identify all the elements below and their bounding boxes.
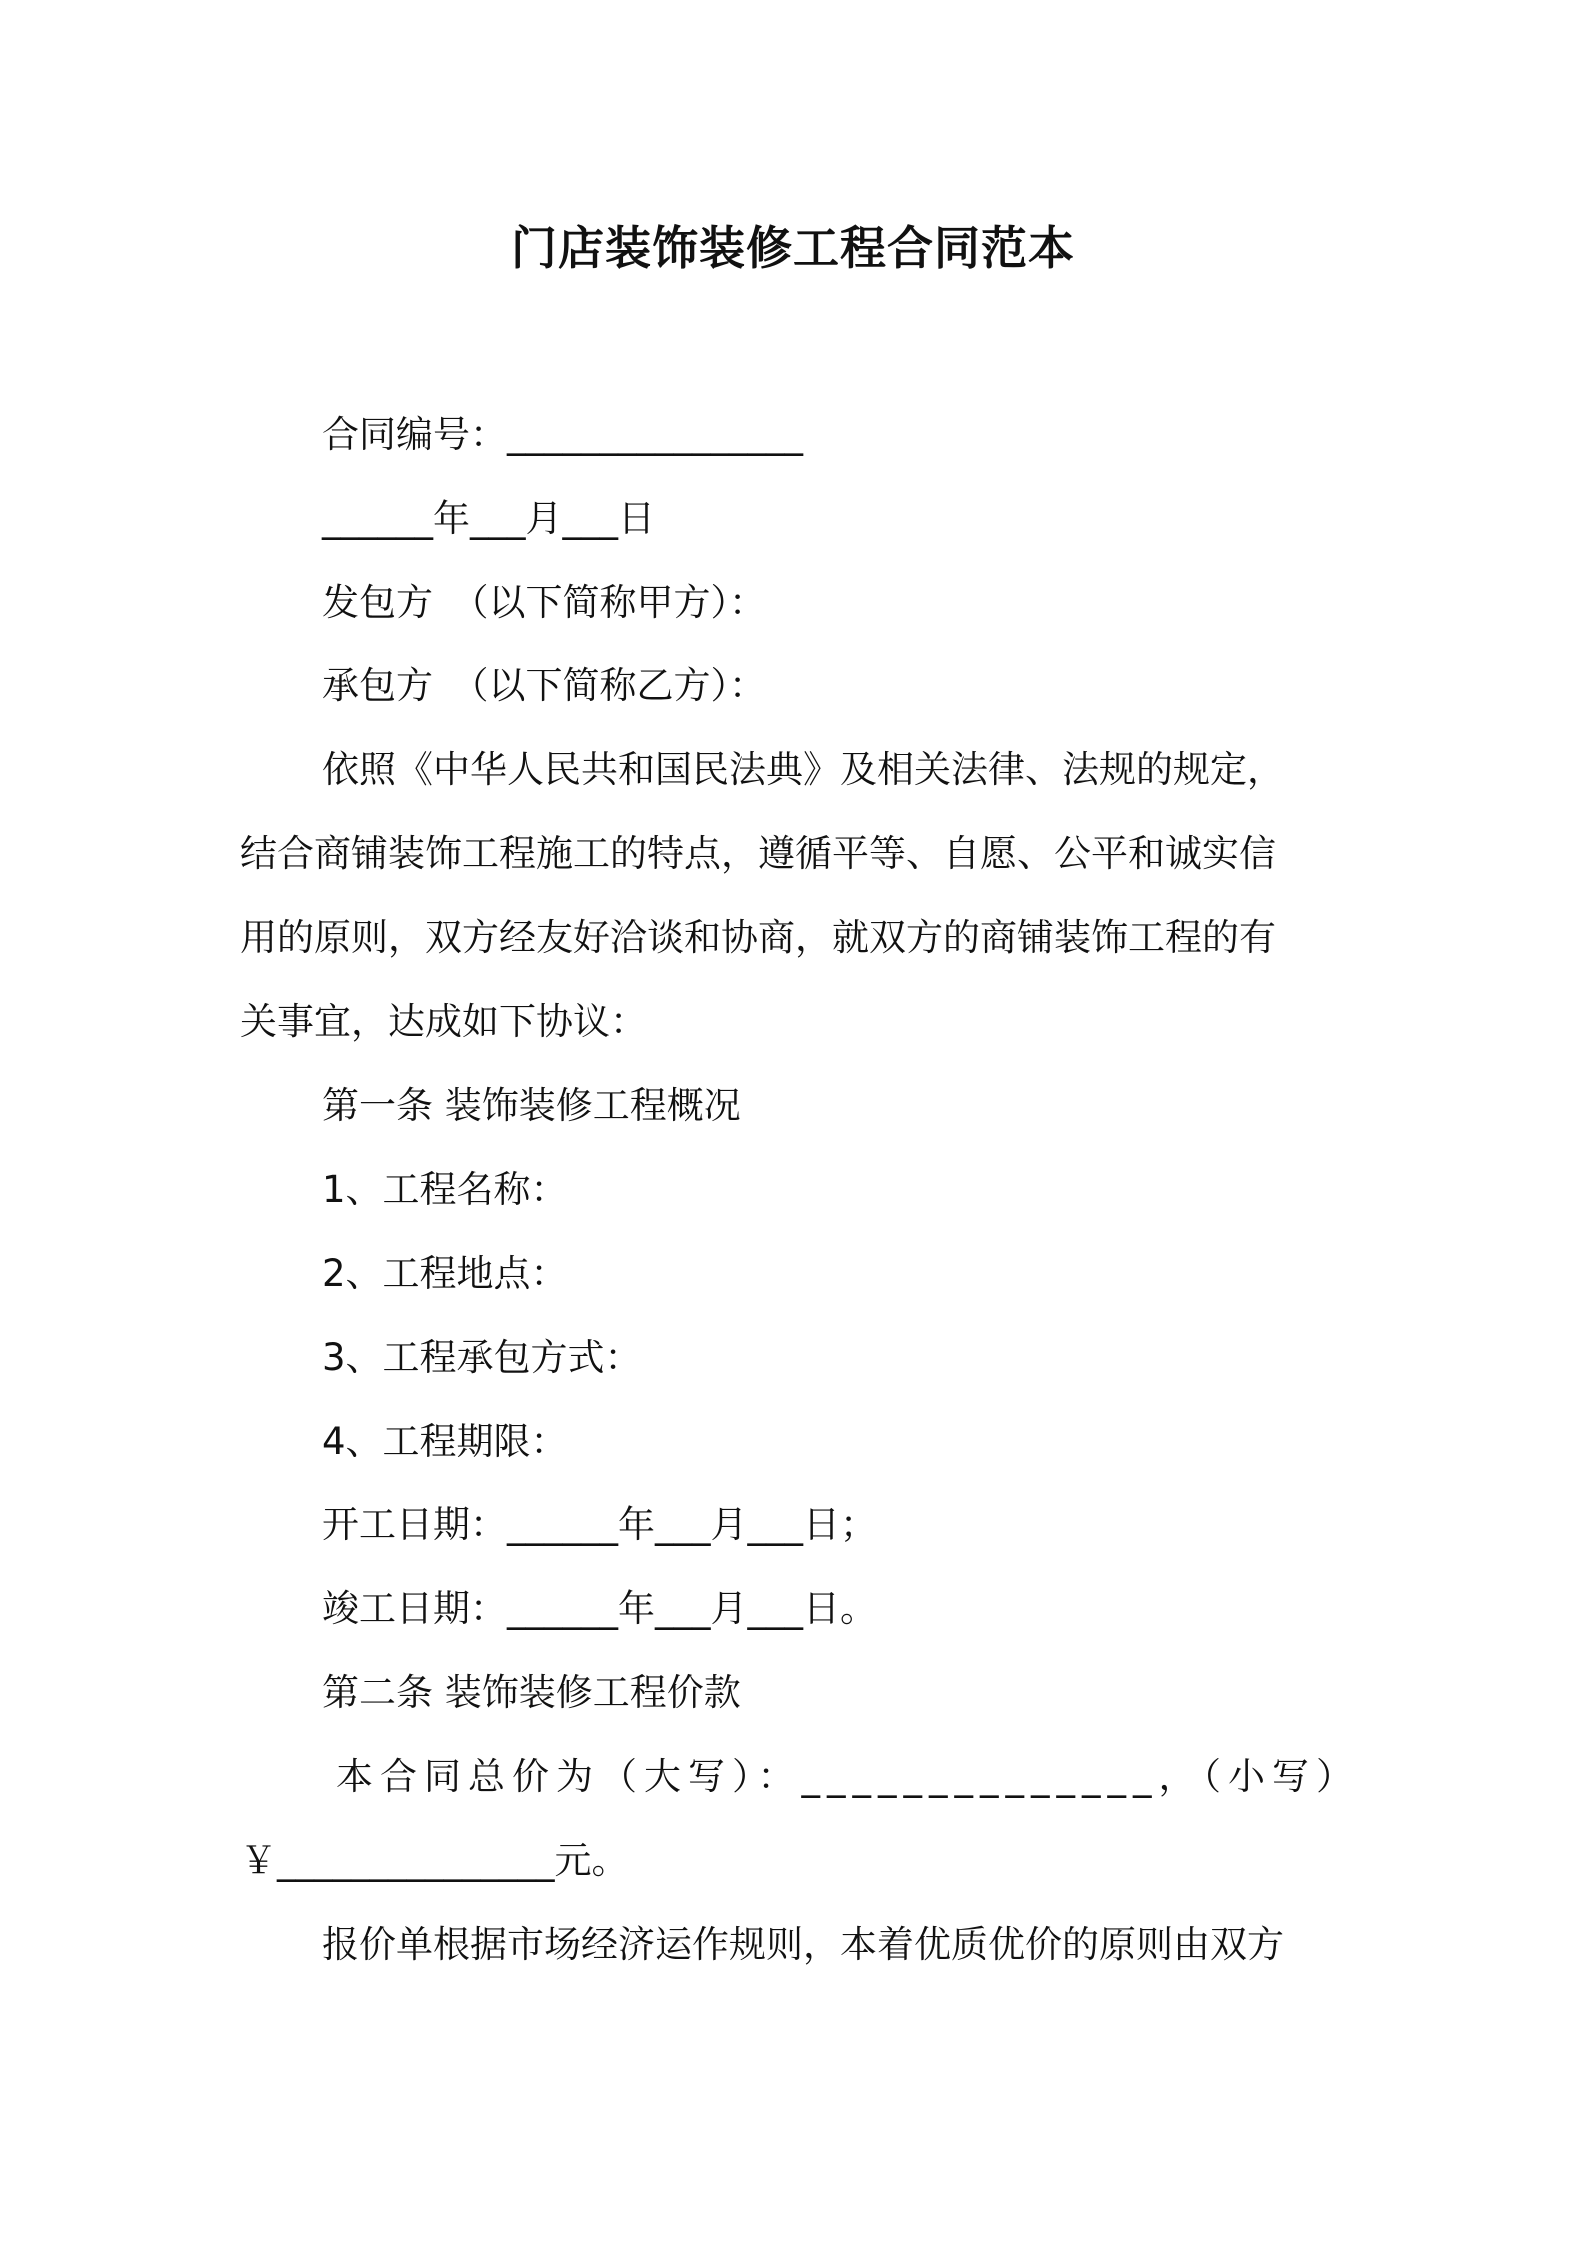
total-price-line: 本合同总价为（大写）：______________，（小写） [336, 1755, 1360, 1798]
date-line: ______年___月___日 [322, 497, 655, 540]
price-amount-line: ￥_______________元。 [240, 1839, 629, 1882]
document-title: 门店装饰装修工程合同范本 [511, 221, 1075, 275]
contracting-method-line: 3、工程承包方式： [322, 1336, 642, 1379]
preamble-line-3: 用的原则，双方经友好洽谈和协商，就双方的商铺装饰工程的有 [240, 916, 1276, 959]
preamble-line-4: 关事宜，达成如下协议： [240, 1000, 647, 1043]
completion-date-line: 竣工日期：______年___月___日。 [322, 1587, 877, 1630]
quotation-line: 报价单根据市场经济运作规则，本着优质优价的原则由双方 [322, 1923, 1284, 1966]
contract-number-line: 合同编号：________________ [322, 413, 803, 456]
party-b-line: 承包方 （以下简称乙方）： [322, 664, 766, 707]
article-1-heading: 第一条 装饰装修工程概况 [322, 1084, 741, 1127]
start-date-line: 开工日期：______年___月___日； [322, 1503, 877, 1546]
article-2-heading: 第二条 装饰装修工程价款 [322, 1671, 741, 1714]
project-name-line: 1、工程名称： [322, 1168, 568, 1211]
preamble-line-1: 依照《中华人民共和国民法典》及相关法律、法规的规定， [322, 748, 1284, 791]
party-a-line: 发包方 （以下简称甲方）： [322, 581, 766, 624]
project-location-line: 2、工程地点： [322, 1252, 568, 1295]
project-duration-line: 4、工程期限： [322, 1420, 568, 1463]
preamble-line-2: 结合商铺装饰工程施工的特点，遵循平等、自愿、公平和诚实信 [240, 832, 1276, 875]
